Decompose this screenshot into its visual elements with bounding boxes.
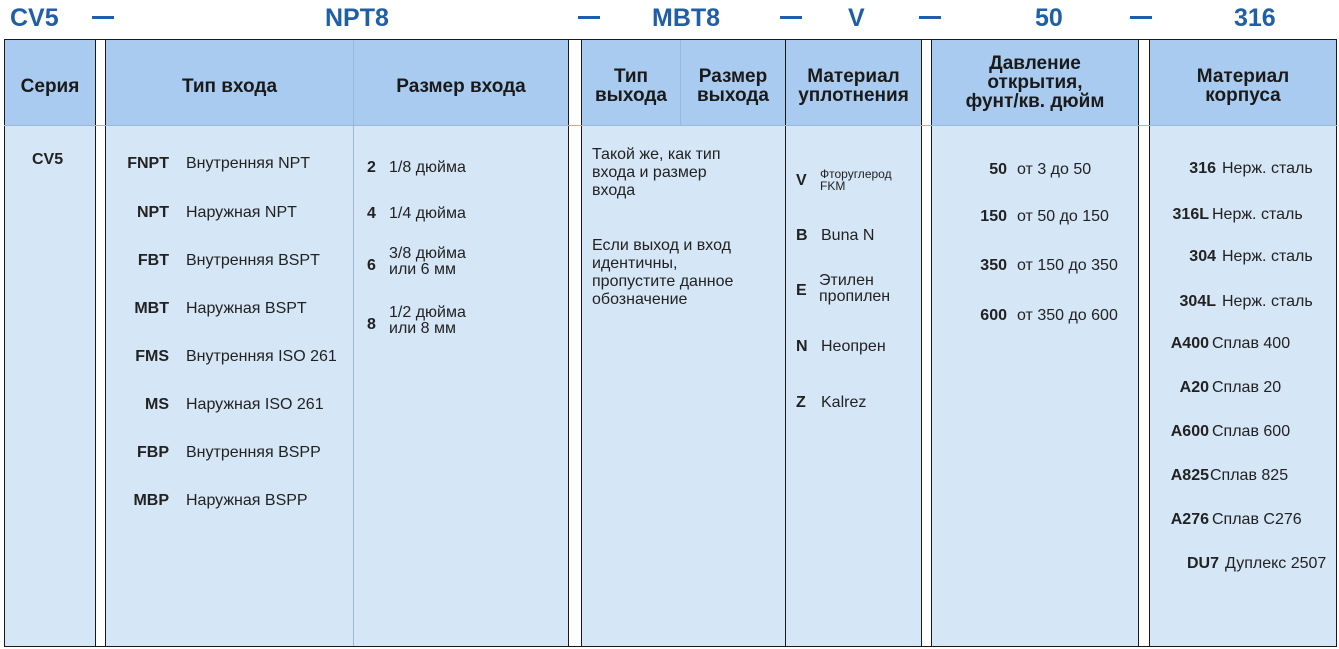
seal-code: Z — [796, 394, 806, 411]
inlet-type-label: Наружная BSPP — [186, 492, 308, 509]
code-separator — [1130, 16, 1152, 19]
header-inlet-type: Тип входа — [181, 76, 278, 97]
outlet-column — [582, 40, 785, 646]
seal-code: V — [796, 172, 807, 189]
inlet-size-code: 8 — [367, 316, 376, 333]
seal-code: N — [796, 338, 808, 355]
inlet-size-label: 1/8 дюйма — [389, 159, 466, 176]
pressure-label: от 50 до 150 — [1017, 208, 1109, 225]
header-inlet-size: Размер входа — [396, 76, 526, 97]
inlet-type-label: Внутренняя BSPT — [186, 252, 320, 269]
inner-divider — [785, 40, 786, 646]
body-label: Нерж. сталь — [1222, 160, 1313, 177]
pressure-label: от 3 до 50 — [1017, 161, 1092, 178]
inlet-type-code: FMS — [135, 348, 169, 365]
outlet-note-omit: Если выход и вход идентичны, пропустите данное обозначение — [592, 237, 734, 308]
seal-code: B — [796, 227, 808, 244]
inlet-type-code: MS — [145, 396, 169, 413]
body-code: 304 — [1189, 248, 1216, 265]
body-code: 304L — [1179, 293, 1216, 310]
inlet-size-code: 4 — [367, 205, 376, 222]
inlet-type-code: FBT — [137, 252, 169, 269]
body-label: Нерж. сталь — [1222, 248, 1313, 265]
code-body: 316 — [1234, 4, 1276, 32]
code-separator — [578, 16, 600, 19]
code-separator — [780, 16, 802, 19]
code-seal: V — [848, 4, 865, 32]
inlet-type-code: FBP — [137, 444, 169, 461]
body-code: 316 — [1189, 160, 1216, 177]
inlet-type-label: Наружная BSPT — [186, 300, 307, 317]
inlet-type-label: Внутренняя NPT — [186, 155, 311, 172]
body-code: A20 — [1179, 379, 1209, 396]
pressure-code: 600 — [980, 307, 1007, 324]
code-series: CV5 — [10, 4, 59, 32]
header-body: Материал корпуса — [1196, 66, 1290, 106]
inlet-type-label: Внутренняя ISO 261 — [186, 348, 337, 365]
header-pressure: Давление открытия, фунт/кв. дюйм — [965, 53, 1105, 112]
seal-code: E — [796, 282, 807, 299]
code-separator — [919, 16, 941, 19]
body-label: Сплав 600 — [1212, 423, 1291, 440]
inlet-size-code: 6 — [367, 257, 376, 274]
column-separator — [1138, 40, 1150, 646]
inlet-size-label: 1/2 дюйма или 8 мм — [389, 304, 466, 337]
seal-label: Неопрен — [821, 338, 886, 355]
inlet-type-code: FNPT — [127, 155, 169, 172]
column-separator — [921, 40, 932, 646]
seal-label: Этилен пропилен — [819, 272, 891, 305]
body-code: A276 — [1170, 511, 1209, 528]
inlet-type-code: MBP — [133, 492, 169, 509]
inlet-type-label: Внутренняя BSPP — [186, 444, 321, 461]
body-label: Нерж. сталь — [1222, 293, 1313, 310]
body-code: A400 — [1170, 335, 1209, 352]
body-label: Дуплекс 2507 — [1225, 555, 1327, 572]
header-series: Серия — [20, 76, 80, 97]
seal-label: Buna N — [821, 227, 875, 244]
header-divider — [4, 125, 1337, 126]
seal-label: Фторуглерод FKM — [820, 167, 892, 193]
inlet-size-label: 1/4 дюйма — [389, 205, 466, 222]
body-label: Сплав 825 — [1210, 467, 1289, 484]
series-value: CV5 — [32, 151, 64, 168]
body-label: Сплав 20 — [1212, 379, 1282, 396]
inlet-size-label: 3/8 дюйма или 6 мм — [389, 245, 466, 278]
pressure-code: 150 — [980, 208, 1007, 225]
code-separator — [92, 16, 114, 19]
body-code: A600 — [1170, 423, 1209, 440]
inlet-type-label: Наружная NPT — [186, 204, 297, 221]
header-seal: Материал уплотнения — [798, 66, 909, 106]
inlet-type-code: MBT — [134, 300, 169, 317]
column-separator — [568, 40, 582, 646]
body-label: Сплав 400 — [1212, 335, 1291, 352]
column-separator — [95, 40, 106, 646]
body-label: Сплав С276 — [1212, 511, 1302, 528]
inlet-size-code: 2 — [367, 159, 376, 176]
inlet-type-code: NPT — [137, 204, 169, 221]
code-pressure: 50 — [1035, 4, 1063, 32]
pressure-column — [932, 40, 1138, 646]
inlet-column — [106, 40, 568, 646]
series-column — [5, 40, 95, 646]
body-code: DU7 — [1186, 555, 1219, 572]
pressure-code: 50 — [989, 161, 1007, 178]
inner-divider — [353, 40, 354, 646]
header-outlet-type: Тип выхода — [595, 66, 667, 106]
outlet-note-same: Такой же, как тип входа и размер входа — [592, 146, 721, 199]
body-code: 316L — [1172, 206, 1209, 223]
pressure-label: от 350 до 600 — [1017, 307, 1118, 324]
code-inlet: NPT8 — [325, 4, 389, 32]
body-code: A825 — [1170, 467, 1209, 484]
inlet-type-label: Наружная ISO 261 — [186, 396, 324, 413]
code-outlet: MBT8 — [652, 4, 721, 32]
body-label: Нерж. сталь — [1212, 206, 1303, 223]
seal-label: Kalrez — [821, 394, 867, 411]
pressure-label: от 150 до 350 — [1017, 257, 1118, 274]
pressure-code: 350 — [980, 257, 1007, 274]
header-outlet-size: Размер выхода — [697, 66, 769, 106]
